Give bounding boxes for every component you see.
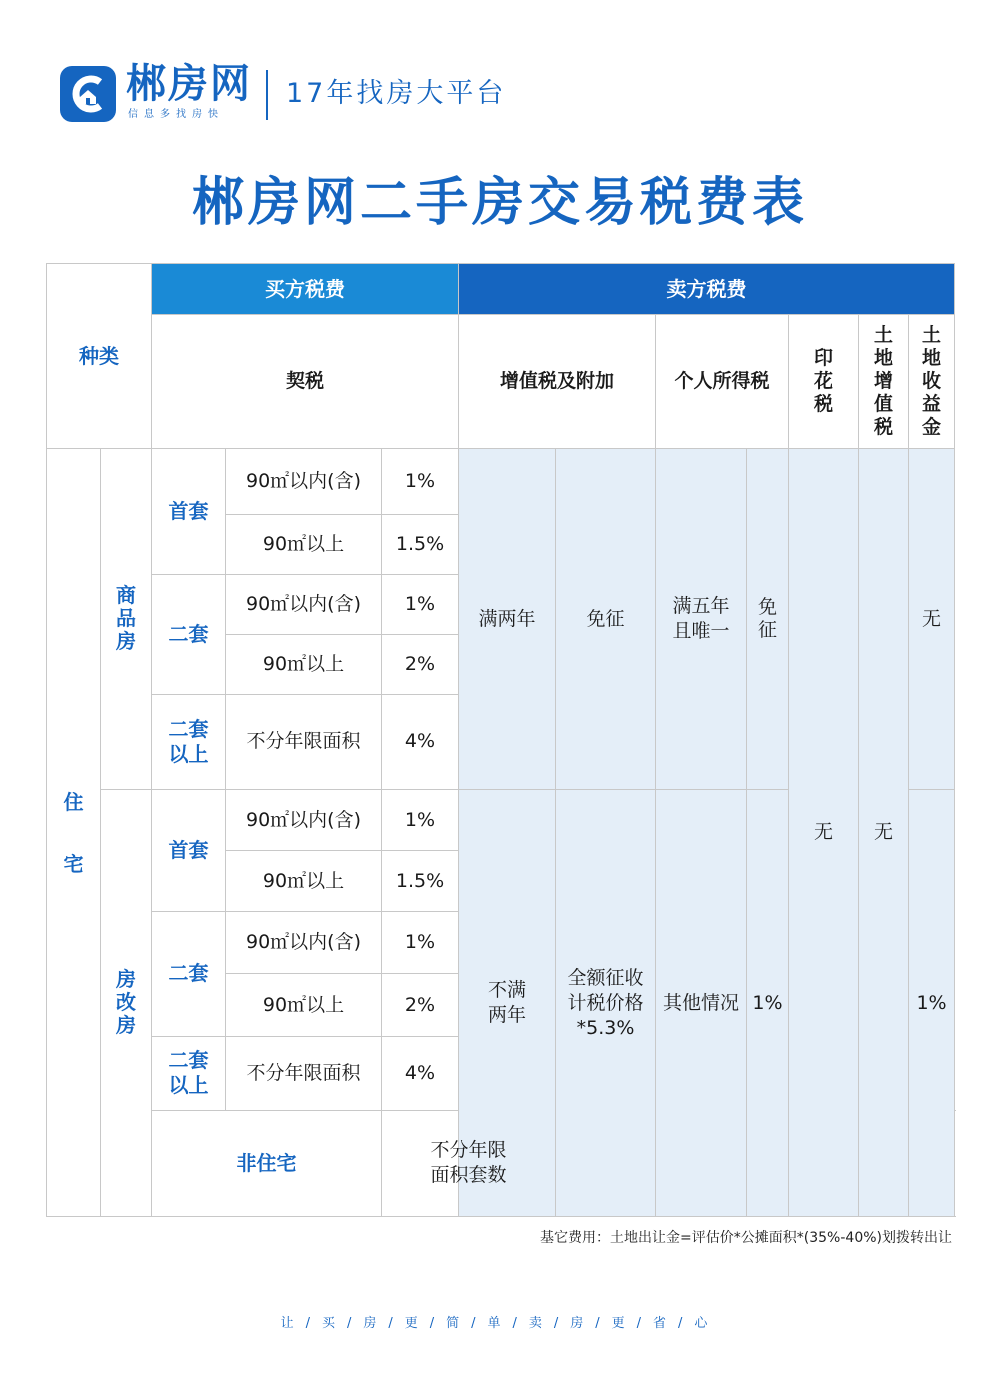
rate-cell: 4% bbox=[382, 694, 459, 789]
land-revenue-value: 1% bbox=[909, 790, 955, 1217]
brand-name: 郴房网 bbox=[126, 61, 252, 107]
rate-cell: 1% bbox=[382, 790, 459, 851]
rate-cell: 2% bbox=[382, 634, 459, 694]
reform-second-plus-label: 二套以上 bbox=[152, 1036, 226, 1110]
vat-value: 免征 bbox=[556, 449, 656, 790]
nonres-label: 非住宅 bbox=[152, 1110, 382, 1216]
area-cell: 90㎡以上 bbox=[226, 851, 382, 912]
rate-cell: 1.5% bbox=[382, 514, 459, 574]
stamp-tax-header: 印花税 bbox=[789, 315, 859, 449]
income-value: 免征 bbox=[747, 449, 789, 790]
income-value: 1% bbox=[747, 790, 789, 1217]
area-cell: 90㎡以内(含) bbox=[226, 790, 382, 851]
page-title: 郴房网二手房交易税费表 bbox=[191, 173, 808, 233]
area-cell: 90㎡以内(含) bbox=[226, 449, 382, 514]
rate-cell: 2% bbox=[382, 974, 459, 1036]
stamp-tax-value: 无 bbox=[789, 449, 859, 1217]
vat-condition: 不满两年 bbox=[459, 790, 556, 1217]
tax-table bbox=[46, 263, 955, 1217]
area-cell: 90㎡以上 bbox=[226, 634, 382, 694]
reform-label: 房改房 bbox=[101, 790, 152, 1217]
reform-first-label: 首套 bbox=[152, 790, 226, 912]
land-revenue-header: 土地收益金 bbox=[909, 315, 955, 449]
house-in-circle-icon bbox=[60, 66, 116, 122]
commercial-second-plus-label: 二套以上 bbox=[152, 694, 226, 789]
vat-value: 全额征收计税价格*5.3% bbox=[556, 790, 656, 1217]
reform-second-label: 二套 bbox=[152, 912, 226, 1036]
vat-condition: 满两年 bbox=[459, 449, 556, 790]
brand-tagline: 信息多找房快 bbox=[128, 109, 224, 120]
bottom-slogan: 让/买/房/更/简/单/卖/房/更/省/心 bbox=[280, 1316, 720, 1331]
kind-header: 种类 bbox=[47, 264, 152, 449]
commercial-second-label: 二套 bbox=[152, 574, 226, 694]
footnote: 基它费用：土地出让金=评估价*公摊面积*(35%-40%)划拨转出让 bbox=[540, 1230, 952, 1246]
area-cell: 90㎡以内(含) bbox=[226, 574, 382, 634]
vat-header: 增值税及附加 bbox=[459, 315, 656, 449]
land-vat-value: 无 bbox=[859, 449, 909, 1217]
rate-cell: 1% bbox=[382, 574, 459, 634]
area-cell: 90㎡以上 bbox=[226, 514, 382, 574]
area-cell: 90㎡以内(含) bbox=[226, 912, 382, 974]
residential-label: 住宅 bbox=[47, 449, 101, 1217]
rate-cell: 1% bbox=[382, 449, 459, 514]
brand-slogan: 17年找房大平台 bbox=[286, 78, 507, 109]
area-cell: 不分年限面积 bbox=[226, 1036, 382, 1110]
deed-tax-header: 契税 bbox=[152, 315, 459, 449]
income-condition: 其他情况 bbox=[656, 790, 747, 1217]
commercial-label: 商品房 bbox=[101, 449, 152, 790]
rate-cell: 1% bbox=[382, 912, 459, 974]
buyer-header: 买方税费 bbox=[152, 264, 459, 315]
land-revenue-value: 无 bbox=[909, 449, 955, 790]
seller-header: 卖方税费 bbox=[459, 264, 955, 315]
rate-cell: 1.5% bbox=[382, 851, 459, 912]
brand-divider bbox=[266, 70, 268, 120]
area-cell: 不分年限面积 bbox=[226, 694, 382, 789]
income-tax-header: 个人所得税 bbox=[656, 315, 789, 449]
income-condition: 满五年且唯一 bbox=[656, 449, 747, 790]
rate-cell: 4% bbox=[382, 1036, 459, 1110]
brand-logo bbox=[60, 66, 116, 122]
land-vat-header: 土地增值税 bbox=[859, 315, 909, 449]
commercial-first-label: 首套 bbox=[152, 449, 226, 574]
nonres-area: 不分年限面积套数 bbox=[382, 1110, 556, 1216]
area-cell: 90㎡以上 bbox=[226, 974, 382, 1036]
